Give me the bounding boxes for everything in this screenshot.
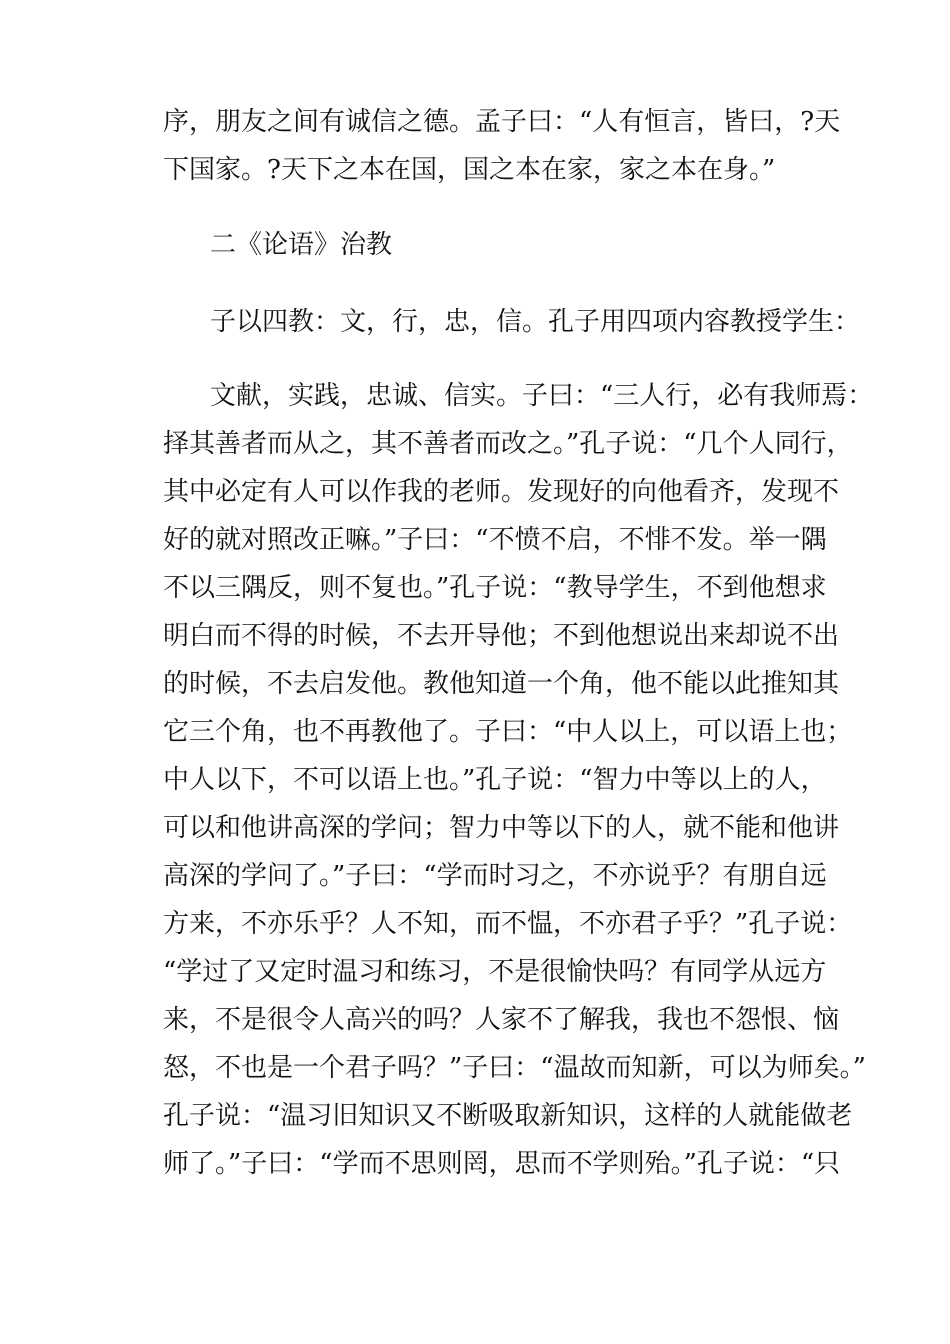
text-line: 的时候，不去启发他。教他知道一个角，他不能以此推知其 <box>163 669 840 699</box>
text-line: 不以三隅反，则不复也。”孔子说：“教导学生，不到他想求 <box>163 573 827 603</box>
section-heading <box>163 221 795 269</box>
text-line: 可以和他讲高深的学问；智力中等以下的人，就不能和他讲 <box>163 813 840 843</box>
text-line: 孔子说：“温习旧知识又不断吸取新知识，这样的人就能做老 <box>163 1101 853 1131</box>
text-line: 它三个角，也不再教他了。子曰：“中人以上，可以语上也； <box>163 717 853 747</box>
paragraph-body <box>163 372 874 1188</box>
heading-line: 二《论语》治教 <box>210 230 393 260</box>
text-line: 其中必定有人可以作我的老师。发现好的向他看齐，发现不 <box>163 477 840 507</box>
paragraph-intro <box>163 298 861 346</box>
text-line: 怒，不也是一个君子吗？”子曰：“温故而知新，可以为师矣。” <box>163 1053 866 1083</box>
text-line: 师了。”子曰：“学而不思则罔，思而不学则殆。”孔子说：“只 <box>163 1149 841 1179</box>
text-line: 择其善者而从之，其不善者而改之。”孔子说：“几个人同行， <box>163 429 853 459</box>
text-line: “学过了又定时温习和练习，不是很愉快吗？有同学从远方 <box>163 957 827 987</box>
text-line: 来，不是很令人高兴的吗？人家不了解我，我也不怨恨、恼 <box>163 1005 840 1035</box>
text-line: 序，朋友之间有诚信之德。孟子曰：“人有恒言，皆曰，?天 <box>163 107 841 137</box>
text-line: 文献，实践，忠诚、信实。子曰：“三人行，必有我师焉： <box>210 381 874 411</box>
text-line: 子以四教：文，行，忠，信。孔子用四项内容教授学生： <box>210 307 861 337</box>
text-line: 好的就对照改正嘛。”子曰：“不愤不启，不悱不发。举一隅 <box>163 525 827 555</box>
text-line: 方来，不亦乐乎？人不知，而不愠，不亦君子乎？”孔子说： <box>163 909 853 939</box>
text-line: 明白而不得的时候，不去开导他；不到他想说出来却说不出 <box>163 621 840 651</box>
text-line: 下国家。?天下之本在国，国之本在家，家之本在身。” <box>163 155 776 185</box>
text-line: 中人以下，不可以语上也。”孔子说：“智力中等以上的人， <box>163 765 827 795</box>
paragraph-continuation <box>163 98 841 194</box>
text-line: 高深的学问了。”子曰：“学而时习之，不亦说乎？有朋自远 <box>163 861 827 891</box>
